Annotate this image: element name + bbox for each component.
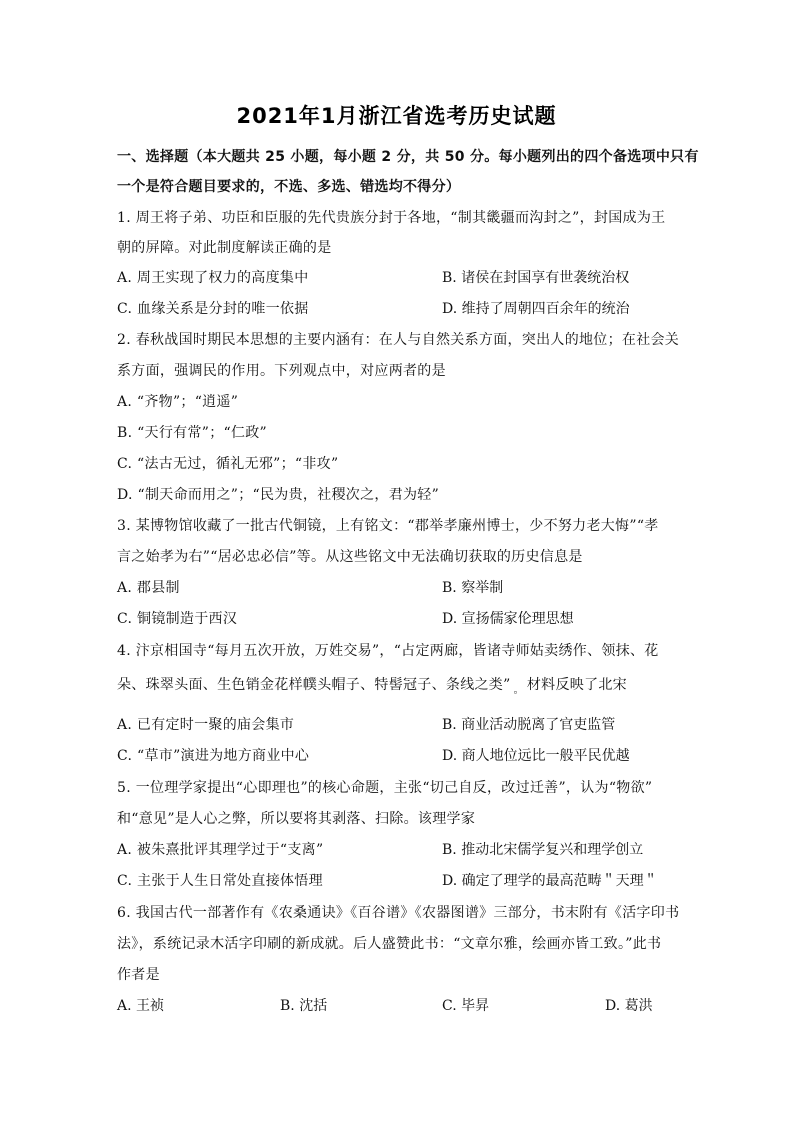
question-stem: 5. 一位理学家提出“心即理也”的核心命题，主张“切己自反，改过迁善”，认为“物欲” bbox=[117, 780, 653, 796]
question-stem: 系方面，强调民的作用。下列观点中，对应两者的是 bbox=[117, 363, 446, 379]
option-a: A. 已有定时一聚的庙会集市 bbox=[117, 717, 295, 733]
option-a: A. “齐物”；“逍遥” bbox=[117, 394, 239, 410]
question-stem: 4. 汴京相国寺“每月五次开放，万姓交易”，“占定两廊，皆诸寺师姑卖绣作、领抹、花 bbox=[117, 643, 659, 659]
option-b: B. 推动北宋儒学复兴和理学创立 bbox=[442, 842, 644, 858]
option-b: B. 商业活动脱离了官吏监管 bbox=[442, 717, 616, 733]
section-instructions-line2: 一个是符合题目要求的，不选、多选、错选均不得分） bbox=[117, 179, 461, 195]
option-d: D. 维持了周朝四百余年的统治 bbox=[442, 301, 630, 317]
question-stem: 3. 某博物馆收藏了一批古代铜镜，上有铭文：“郡举孝廉州博士，少不努力老大悔”“孝 bbox=[117, 518, 659, 534]
section-instructions-line1: 一、选择题（本大题共 25 小题，每小题 2 分，共 50 分。每小题列出的四个备选项中只有 bbox=[117, 149, 699, 165]
question-stem: 6. 我国古代一部著作有《农桑通诀》《百谷谱》《农器图谱》三部分，书末附有《活字印书 bbox=[117, 905, 680, 921]
question-stem: 朝的屏障。对此制度解读正确的是 bbox=[117, 240, 332, 256]
option-d: D. “制天命而用之”；“民为贵，社稷次之，君为轻” bbox=[117, 487, 440, 503]
option-b: B. 察举制 bbox=[442, 580, 504, 596]
stem-period: 。 bbox=[513, 685, 524, 696]
option-a: A. 王祯 bbox=[117, 998, 165, 1014]
question-stem-line2 bbox=[117, 674, 627, 696]
question-stem: 作者是 bbox=[117, 967, 160, 983]
option-b: B. 沈括 bbox=[280, 998, 328, 1014]
option-c: C. 血缘关系是分封的唯一依据 bbox=[117, 301, 309, 317]
page-title: 2021年1月浙江省选考历史试题 bbox=[236, 104, 557, 128]
option-d: D. 商人地位远比一般平民优越 bbox=[442, 748, 630, 764]
question-stem: 言之始孝为右”“居必忠必信”等。从这些铭文中无法确切获取的历史信息是 bbox=[117, 549, 583, 565]
option-c: C. “草市”演进为地方商业中心 bbox=[117, 748, 310, 764]
question-stem: 和“意见”是人心之弊，所以要将其剥落、扫除。该理学家 bbox=[117, 811, 476, 827]
option-b: B. “天行有常”；“仁政” bbox=[117, 425, 268, 441]
option-a: A. 被朱熹批评其理学过于“支离” bbox=[117, 842, 324, 858]
option-c: C. “法古无过，循礼无邪”；“非攻” bbox=[117, 456, 339, 472]
option-c: C. 主张于人生日常处直接体悟理 bbox=[117, 873, 323, 889]
question-stem: 1. 周王将子弟、功臣和臣服的先代贵族分封于各地，“制其畿疆而沟封之”，封国成为王 bbox=[117, 210, 666, 226]
question-stem: 材料反映了北宋 bbox=[526, 677, 627, 693]
question-stem: 朵、珠翠头面、生色销金花样幞头帽子、特髻冠子、条线之类” bbox=[117, 677, 511, 693]
option-a: A. 周王实现了权力的高度集中 bbox=[117, 270, 309, 286]
option-d: D. 宣扬儒家伦理思想 bbox=[442, 611, 574, 627]
question-stem: 法》，系统记录木活字印刷的新成就。后人盛赞此书：“文章尔雅，绘画亦皆工致。”此书 bbox=[117, 936, 662, 952]
option-d: D. 葛洪 bbox=[605, 998, 653, 1014]
option-d: D. 确定了理学的最高范畴＂天理＂ bbox=[442, 873, 658, 889]
option-c: C. 铜镜制造于西汉 bbox=[117, 611, 238, 627]
option-b: B. 诸侯在封国享有世袭统治权 bbox=[442, 270, 630, 286]
option-a: A. 郡县制 bbox=[117, 580, 180, 596]
option-c: C. 毕昇 bbox=[442, 998, 490, 1014]
question-stem: 2. 春秋战国时期民本思想的主要内涵有：在人与自然关系方面，突出人的地位；在社会关 bbox=[117, 332, 680, 348]
